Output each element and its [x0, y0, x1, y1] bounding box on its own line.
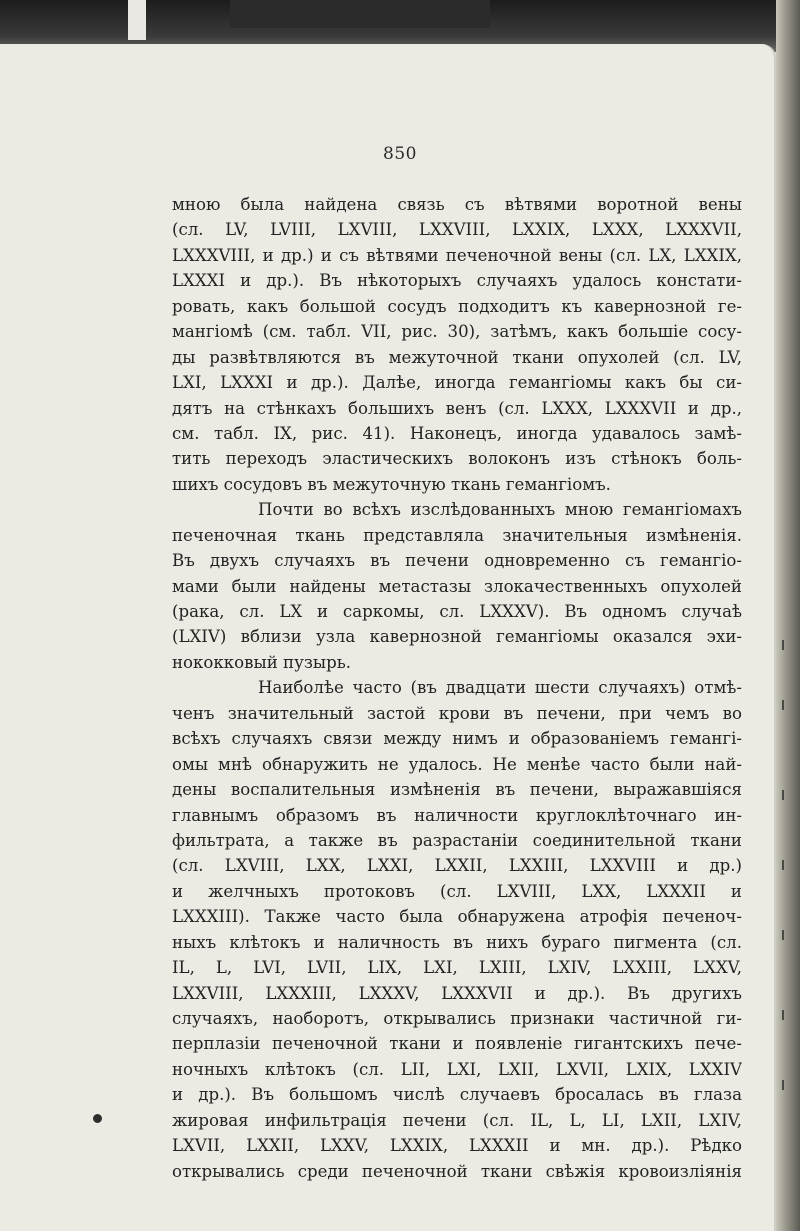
text-line: Въ двухъ случаяхъ въ печени одновременно съ гемангіо-	[172, 551, 742, 571]
text-line: IL, L, LVI, LVII, LIX, LXI, LXIII, LXIV, LXXIII, LXXV,	[172, 958, 742, 978]
scan-artifact	[128, 0, 146, 40]
text-line: нококковый пузырь.	[172, 652, 352, 672]
text-line: LXVII, LXXII, LXXV, LXXIX, LXXXII и мн. др.). Рѣдко	[172, 1136, 742, 1156]
edge-mark	[782, 860, 784, 870]
text-line: LXI, LXXXI и др.). Далѣе, иногда гемангіомы какъ бы си-	[172, 373, 742, 393]
edge-mark	[782, 1010, 784, 1020]
text-line: главнымъ образомъ въ наличности круглоклѣточнаго ин-	[172, 805, 742, 825]
text-line: LXXVIII, LXXXIII, LXXXV, LXXXVII и др.). Въ другихъ	[172, 983, 742, 1003]
text-line: мами были найдены метастазы злокачественныхъ опухолей	[172, 576, 742, 596]
text-line: см. табл. IX, рис. 41). Наконецъ, иногда удавалось замѣ-	[172, 423, 742, 443]
page-binding-edge	[776, 0, 800, 1231]
text-line: LXXXIII). Также часто была обнаружена атрофія печеноч-	[172, 907, 742, 927]
text-line: Почти во всѣхъ изслѣдованныхъ мною гемангіомахъ	[258, 500, 742, 520]
text-line: (сл. LXVIII, LXX, LXXI, LXXII, LXXIII, LXXVIII и др.)	[172, 856, 742, 876]
text-line: случаяхъ, наоборотъ, открывались признаки частичной ги-	[172, 1009, 742, 1028]
page-number: 850	[383, 144, 417, 164]
edge-mark	[782, 790, 784, 800]
text-line: Наиболѣе часто (въ двадцати шести случаяхъ) отмѣ-	[258, 678, 742, 698]
text-line: дены воспалительныя измѣненія въ печени, выражавшіяся	[172, 780, 742, 800]
text-line: (рака, сл. LX и саркомы, сл. LXXXV). Въ одномъ случаѣ	[172, 602, 742, 621]
edge-mark	[782, 1080, 784, 1090]
text-line: фильтрата, а также въ разрастаніи соединительной ткани	[172, 830, 742, 850]
text-line: жировая инфильтрація печени (сл. IL, L, LI, LXII, LXIV,	[172, 1110, 742, 1130]
text-line: дятъ на стѣнкахъ большихъ венъ (сл. LXXX, LXXXVII и др.,	[172, 398, 742, 418]
text-line: ды развѣтвляются въ межуточной ткани опухолей (сл. LV,	[172, 347, 742, 367]
ink-spot	[93, 1114, 102, 1123]
text-line: ровать, какъ большой сосудъ подходитъ къ кавернозной ге-	[172, 296, 742, 316]
text-line: LXXXVIII, и др.) и съ вѣтвями печеночной вены (сл. LX, LXXIX,	[172, 245, 742, 265]
text-line: (сл. LV, LVIII, LXVIII, LXXVIII, LXXIX, LXXX, LXXXVII,	[172, 220, 742, 240]
text-line: ночныхъ клѣтокъ (сл. LII, LXI, LXII, LXVII, LXIX, LXXIV	[172, 1059, 742, 1079]
text-line: омы мнѣ обнаружить не удалось. Не менѣе часто были най-	[172, 754, 742, 774]
text-line: шихъ сосудовъ въ межуточную ткань гемангіомъ.	[172, 474, 611, 494]
text-line: открывались среди печеночной ткани свѣжія кровоизліянія	[172, 1161, 742, 1181]
edge-mark	[782, 930, 784, 940]
edge-mark	[782, 640, 784, 650]
text-line: ныхъ клѣтокъ и наличность въ нихъ бураго пигмента (сл.	[172, 932, 742, 952]
edge-mark	[782, 700, 784, 710]
text-line: ченъ значительный застой крови въ печени, при чемъ во	[172, 703, 742, 723]
text-line: печеночная ткань представляла значительныя измѣненія.	[172, 525, 742, 545]
text-line: мною была найдена связь съ вѣтвями воротной вены	[172, 195, 742, 214]
body-text	[172, 192, 742, 1184]
text-line: перплазіи печеночной ткани и появленіе гигантскихъ пече-	[172, 1034, 742, 1054]
text-line: LXXXI и др.). Въ нѣкоторыхъ случаяхъ удалось констати-	[172, 271, 742, 291]
text-line: мангіомѣ (см. табл. VII, рис. 30), затѣмъ, какъ большіе сосу-	[172, 322, 742, 342]
text-line: всѣхъ случаяхъ связи между нимъ и образованіемъ гемангі-	[172, 729, 742, 749]
scan-artifact	[230, 0, 490, 28]
text-line: (LXIV) вблизи узла кавернозной гемангіомы оказался эхи-	[172, 627, 742, 647]
text-line: и др.). Въ большомъ числѣ случаевъ бросалась въ глаза	[172, 1085, 742, 1105]
text-line: и желчныхъ протоковъ (сл. LXVIII, LXX, LXXXII и	[172, 881, 742, 901]
text-line: тить переходъ эластическихъ волоконъ изъ стѣнокъ боль-	[172, 449, 742, 469]
